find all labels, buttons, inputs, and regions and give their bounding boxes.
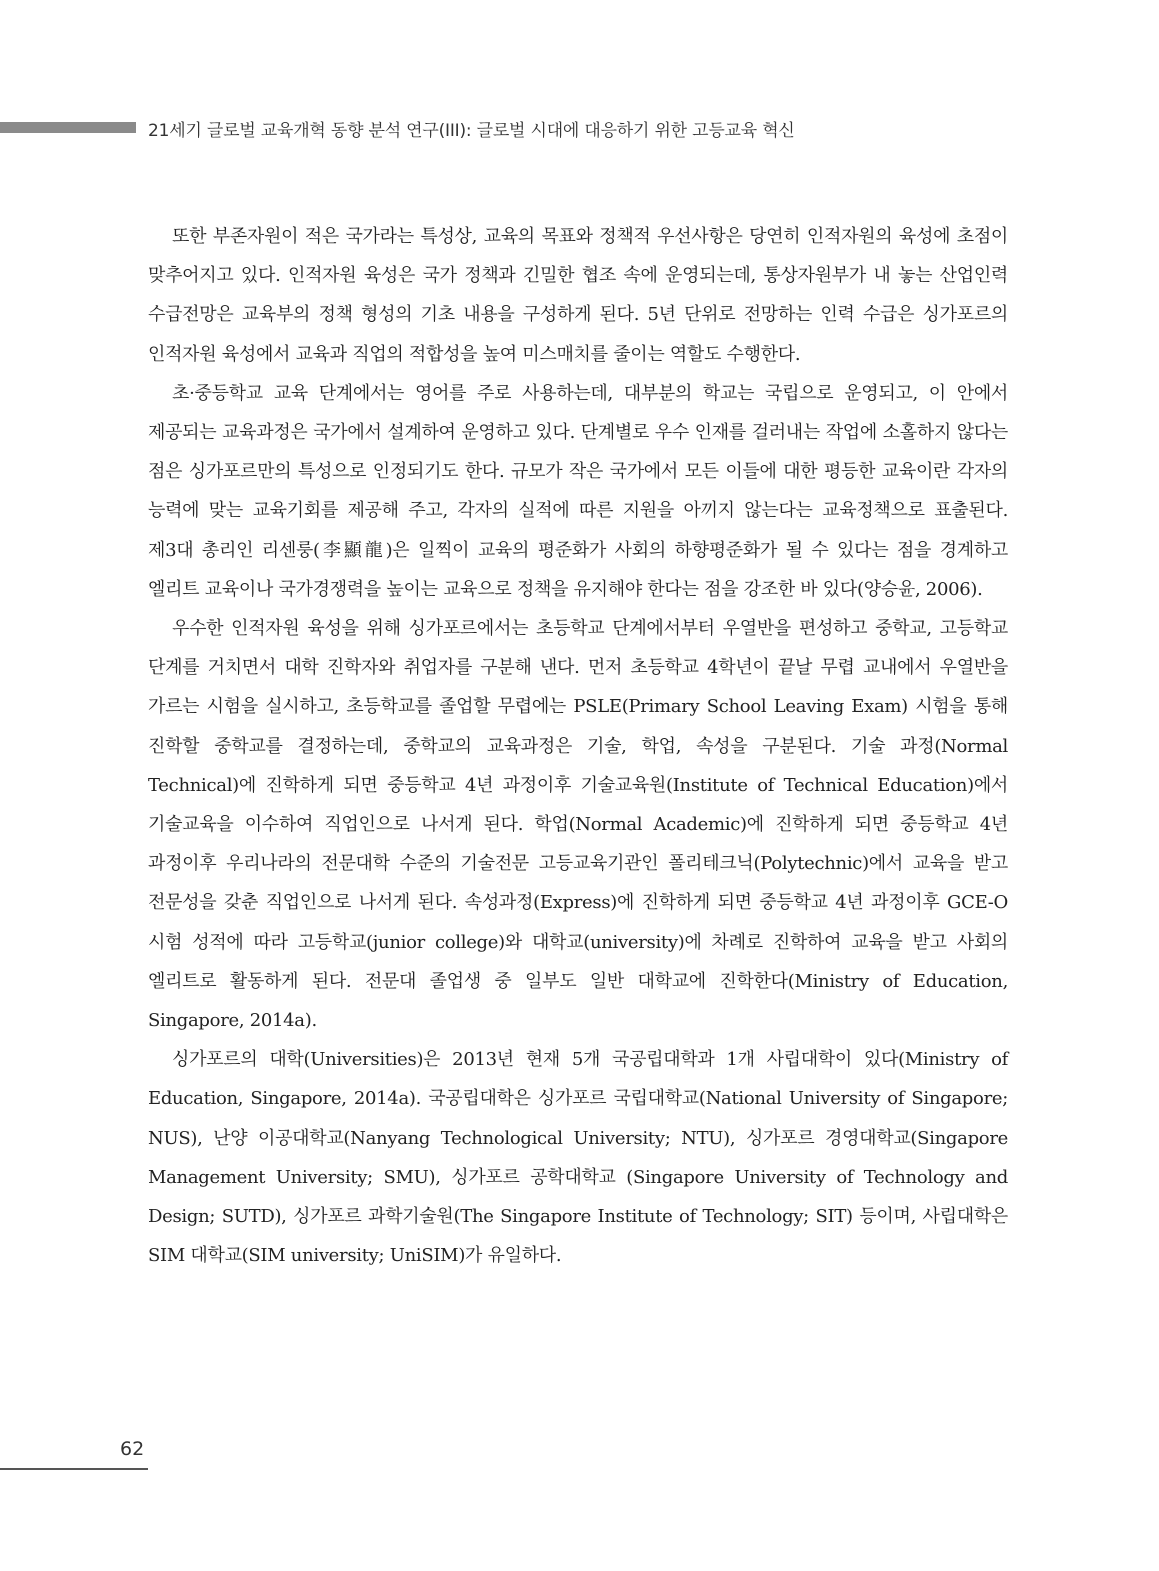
paragraph: 우수한 인적자원 육성을 위해 싱가포르에서는 초등학교 단계에서부터 우열반을 편성하고 중학교, 고등학교 단계를 거치면서 대학 진학자와 취업자를 구분해 낸다. 먼저 초등학교 4학년이 끝날 무렵 교내에서 우열반을 가르는 시험을 실시하고, 초등학교를 졸업할 무렵에는 PSLE(Primary School Leaving Exam) 시험을 통해 진학할 중학교를 결정하는데, 중학교의 교육과정은 기술, 학업, 속성을 구분된다. 기술 과정(Normal Technical)에 진학하게 되면 중등학교 4년 과정이후 기술교육원(Institute of Technical Education)에서 기술교육을 이수하여 직업인으로 나서게 된다. 학업(Normal Academic)에 진학하게 되면 중등학교 4년 과정이후 우리나라의 전문대학 수준의 기술전문 고등교육기관인 폴리테크닉(Polytechnic)에서 교육을 받고 전문성을 갖춘 직업인으로 나서게 된다. 속성과정(Express)에 진학하게 되면 중등학교 4년 과정이후 GCE-O 시험 성적에 따라 고등학교(junior college)와 대학교(university)에 차례로 진학하여 교육을 받고 사회의 엘리트로 활동하게 된다. 전문대 졸업생 중 일부도 일반 대학교에 진학한다(Ministry of Education, Singapore, 2014a). (148, 618, 1008, 1032)
paragraph: 싱가포르의 대학(Universities)은 2013년 현재 5개 국공립대학과 1개 사립대학이 있다(Ministry of Education, Singapore, 2014a). 국공립대학은 싱가포르 국립대학교(National University of Singapore; NUS), 난양 이공대학교(Nanyang Technological University; NTU), 싱가포르 경영대학교(Singapore Management University; SMU), 싱가포르 공학대학교 (Singapore University of Technology and Design; SUTD), 싱가포르 과학기술원(The Singapore Institute of Technology; SIT) 등이며, 사립대학은 SIM 대학교(SIM university; UniSIM)가 유일하다. (148, 1049, 1008, 1267)
body-text (148, 217, 1008, 1275)
paragraph: 초·중등학교 교육 단계에서는 영어를 주로 사용하는데, 대부분의 학교는 국립으로 운영되고, 이 안에서 제공되는 교육과정은 국가에서 설계하여 운영하고 있다. 단계별로 우수 인재를 걸러내는 작업에 소홀하지 않다는 점은 싱가포르만의 특성으로 인정되기도 한다. 규모가 작은 국가에서 모든 이들에 대한 평등한 교육이란 각자의 능력에 맞는 교육기회를 제공해 주고, 각자의 실적에 따른 지원을 아끼지 않는다는 교육정책으로 표출된다. 제3대 총리인 리센룽(李顯龍)은 일찍이 교육의 평준화가 사회의 하향평준화가 될 수 있다는 점을 경계하고 엘리트 교육이나 국가경쟁력을 높이는 교육으로 정책을 유지해야 한다는 점을 강조한 바 있다(양승윤, 2006). (148, 382, 1008, 600)
footer-rule (0, 1468, 148, 1470)
page-number: 62 (120, 1438, 145, 1460)
running-head-title: 21세기 글로벌 교육개혁 동향 분석 연구(III): 글로벌 시대에 대응하기 위한 고등교육 혁신 (148, 121, 795, 141)
paragraph: 또한 부존자원이 적은 국가라는 특성상, 교육의 목표와 정책적 우선사항은 당연히 인적자원의 육성에 초점이 맞추어지고 있다. 인적자원 육성은 국가 정책과 긴밀한 협조 속에 운영되는데, 통상자원부가 내 놓는 산업인력 수급전망은 교육부의 정책 형성의 기초 내용을 구성하게 된다. 5년 단위로 전망하는 인력 수급은 싱가포르의 인적자원 육성에서 교육과 직업의 적합성을 높여 미스매치를 줄이는 역할도 수행한다. (148, 226, 1008, 365)
header-decorative-bar (0, 122, 136, 133)
